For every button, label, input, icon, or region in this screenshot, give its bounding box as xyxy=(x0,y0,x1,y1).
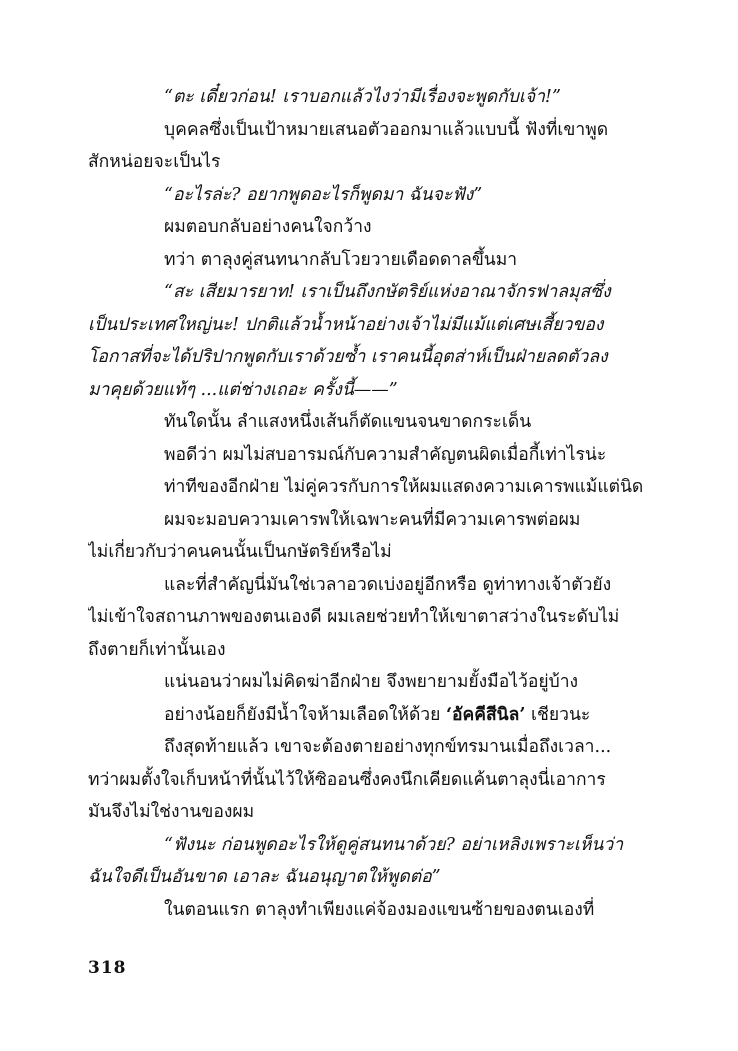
text-line: ผมจะมอบความเคารพให้เฉพาะคนที่มีความเคารพต่อผม xyxy=(164,509,581,530)
text-line: มาคุยด้วยแท้ๆ ...แต่ช่างเถอะ ครั้งนี้——” xyxy=(88,379,398,400)
text-line: ฉันใจดีเป็นอันขาด เอาละ ฉันอนุญาตให้พูดต่อ” xyxy=(88,867,441,887)
text-line: ถึงตายก็เท่านั้นเอง xyxy=(88,639,226,660)
text-line: เป็นประเทศใหญ่นะ! ปกติแล้วน้ำหน้าอย่างเจ้าไม่มีแม้แต่เศษเสี้ยวของ xyxy=(88,314,604,335)
text-line: และที่สำคัญนี่มันใช่เวลาอวดเบ่งอยู่อีกหรือ ดูท่าทางเจ้าตัวยัง xyxy=(164,574,612,595)
text-line: ไม่เกี่ยวกับว่าคนคนนั้นเป็นกษัตริย์หรือไม่ xyxy=(88,542,392,562)
page-number: 318 xyxy=(88,958,127,978)
text-line: ไม่เข้าใจสถานภาพของตนเองดี ผมเลยช่วยทำให้เขาตาสว่างในระดับไม่ xyxy=(88,607,620,627)
text-line: “สะ เสียมารยาท! เราเป็นถึงกษัตริย์แห่งอาณาจักรฟาลมุสซึ่ง xyxy=(164,282,611,302)
text-line: ผมตอบกลับอย่างคนใจกว้าง xyxy=(164,217,372,237)
text-line: “ฟังนะ ก่อนพูดอะไรให้ดูคู่สนทนาด้วย? อย่าเหลิงเพราะเห็นว่า xyxy=(164,834,624,855)
text-line: พอดีว่า ผมไม่สบอารมณ์กับความสำคัญตนผิดเมื่อกี้เท่าไรน่ะ xyxy=(164,444,607,465)
text-segment: เชียวนะ xyxy=(525,704,591,725)
text-line: สักหน่อยจะเป็นไร xyxy=(88,152,221,172)
text-line: ทันใดนั้น ลำแสงหนึ่งเส้นก็ตัดแขนจนขาดกระเด็น xyxy=(164,412,532,432)
text-line: “ตะ เดี๋ยวก่อน! เราบอกแล้วไงว่ามีเรื่องจะพูดกับเจ้า!” xyxy=(164,87,561,107)
body-text xyxy=(88,81,656,926)
text-line: ในตอนแรก ตาลุงทำเพียงแค่จ้องมองแขนซ้ายของตนเองที่ xyxy=(164,899,595,920)
spell-name: ‘อัคคีสีนิล’ xyxy=(445,704,526,725)
text-line-with-spell-name xyxy=(88,699,656,732)
text-line: มันจึงไม่ใช่งานของผม xyxy=(88,802,255,822)
text-line: โอกาสที่จะได้ปริปากพูดกับเราด้วยซ้ำ เราคนนี้อุตส่าห์เป็นฝ่ายลดตัวลง xyxy=(88,347,608,367)
text-segment: อย่างน้อยก็ยังมีน้ำใจห้ามเลือดให้ด้วย xyxy=(164,704,446,725)
text-line: ทว่าผมตั้งใจเก็บหน้าที่นั้นไว้ให้ซิออนซึ่งคงนึกเคียดแค้นตาลุงนี่เอาการ xyxy=(88,769,606,790)
text-line: ท่าทีของอีกฝ่าย ไม่คู่ควรกับการให้ผมแสดงความเคารพแม้แต่นิด xyxy=(164,477,644,497)
text-line: บุคคลซึ่งเป็นเป้าหมายเสนอตัวออกมาแล้วแบบนี้ ฟังที่เขาพูด xyxy=(164,119,609,140)
text-line: “อะไรล่ะ? อยากพูดอะไรก็พูดมา ฉันจะฟัง” xyxy=(164,184,483,205)
text-line: แน่นอนว่าผมไม่คิดฆ่าอีกฝ่าย จึงพยายามยั้งมือไว้อยู่บ้าง xyxy=(164,672,579,692)
text-line: ถึงสุดท้ายแล้ว เขาจะต้องตายอย่างทุกข์ทรมานเมื่อถึงเวลา... xyxy=(164,737,612,757)
text-line: ทว่า ตาลุงคู่สนทนากลับโวยวายเดือดดาลขึ้นมา xyxy=(164,249,518,270)
